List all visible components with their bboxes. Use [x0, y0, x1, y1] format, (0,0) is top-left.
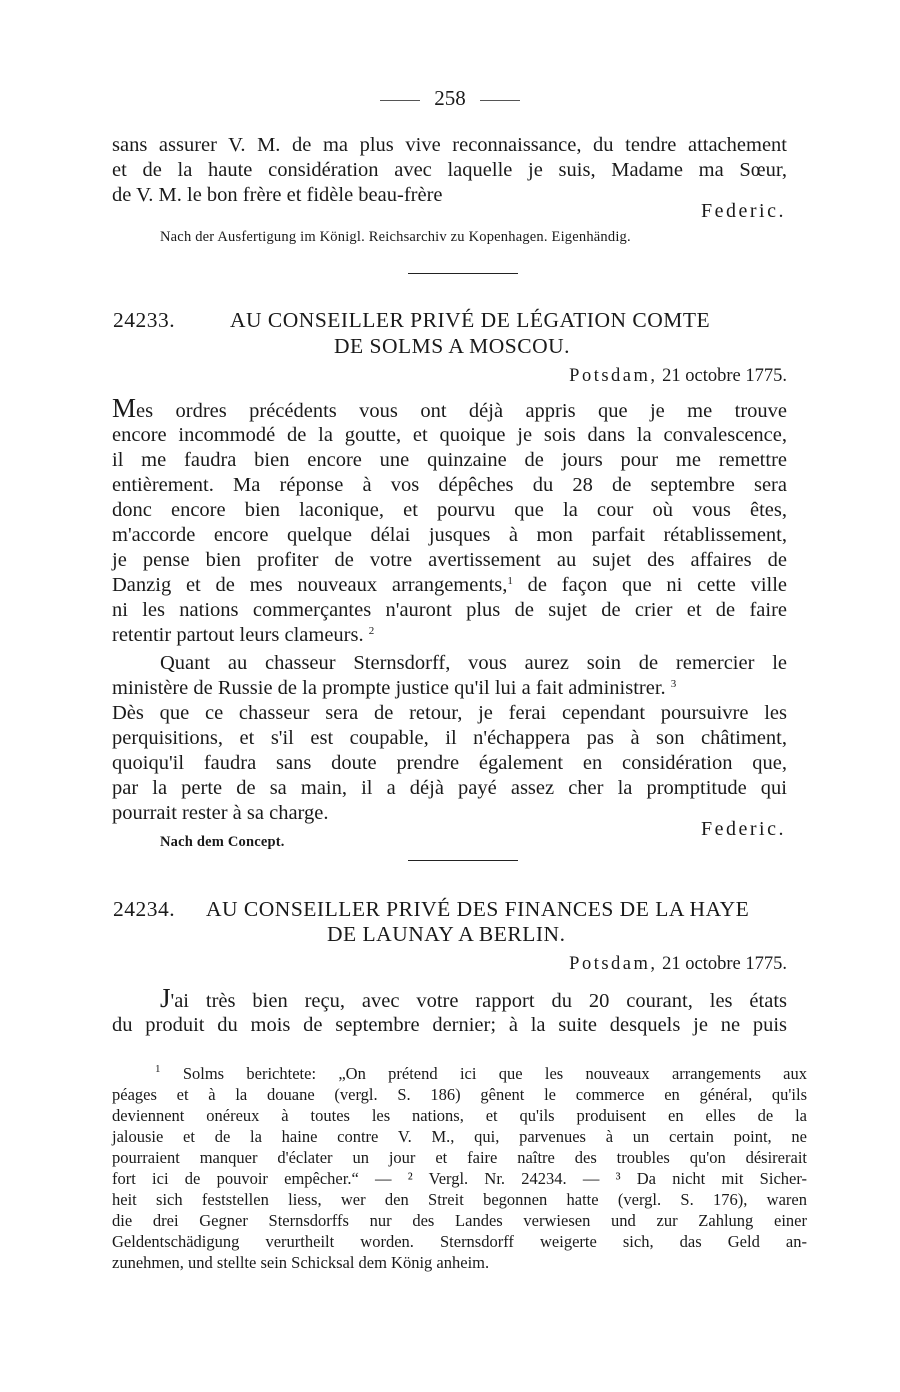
text-line: m'accorde encore quelque délai jusques à mon parfait rétablissement,	[112, 524, 787, 546]
text-fragment: retentir partout leurs clameurs.	[112, 624, 364, 646]
text-line: ni les nations commerçantes n'auront plus de sujet de crier et de faire	[112, 599, 787, 621]
text-line: donc encore bien laconique, et pourvu que la cour où vous êtes,	[112, 499, 787, 521]
text-line: Dès que ce chasseur sera de retour, je ferai cependant poursuivre les	[112, 702, 787, 724]
text-line	[112, 393, 787, 424]
footnote-marker: 1	[155, 1063, 161, 1075]
initial-letter: M	[112, 393, 137, 423]
footnote-line: zunehmen, und stellte sein Schicksal dem König anheim.	[112, 1253, 490, 1272]
text-line: je pense bien profiter de votre avertissement au sujet des affaires de	[112, 549, 787, 571]
dateline-place: Potsdam,	[569, 954, 658, 974]
source-note: Nach der Ausfertigung im Königl. Reichsarchiv zu Kopenhagen. Eigenhändig.	[160, 229, 631, 245]
footnote-line: deviennent onéreux à toutes les nations, et qu'ils produisent en elles de la	[112, 1106, 807, 1125]
text-line: entièrement. Ma réponse à vos dépêches du 28 de septembre sera	[112, 474, 787, 496]
text-line: il me faudra bien encore une quinzaine de jours pour me remettre	[112, 449, 787, 471]
letter-number: 24234.	[113, 897, 176, 921]
divider	[380, 100, 420, 101]
footnote-line: péages et à la douane (vergl. S. 186) gênent le commerce en général, qu'ils	[112, 1085, 807, 1104]
text-line: encore incommodé de la goutte, et quoique je sois dans la convalescence,	[112, 424, 787, 446]
divider	[480, 100, 520, 101]
text-line: pourrait rester à sa charge.	[112, 802, 329, 824]
dateline	[569, 366, 787, 387]
text-line	[112, 676, 800, 701]
text-line	[112, 623, 374, 648]
text-fragment: Danzig et de mes nouveaux arrangements,	[112, 574, 508, 596]
text-line: sans assurer V. M. de ma plus vive reconnaissance, du tendre attachement	[112, 134, 787, 156]
footnote-line: jalousie et de la haine contre V. M., qui, parvenues à un certain point, ne	[112, 1127, 807, 1146]
letter-number: 24233.	[113, 308, 176, 332]
footnote-line: heit sich feststellen liess, wer den Streit begonnen hatte (vergl. S. 176), waren	[112, 1190, 807, 1209]
source-note: Nach dem Concept.	[160, 834, 285, 850]
footnote-ref[interactable]: 2	[368, 625, 375, 637]
footnote-line: fort ici de pouvoir empêcher.“ — ² Vergl. Nr. 24234. — ³ Da nicht mit Sicher-	[112, 1169, 807, 1188]
footnote-ref[interactable]: 3	[670, 678, 677, 690]
text-line: perquisitions, et s'il est coupable, il n'échappera pas à son châtiment,	[112, 727, 787, 749]
dateline-place: Potsdam,	[569, 366, 658, 386]
text-fragment: ministère de Russie de la prompte justice qu'il lui a fait administrer.	[112, 677, 666, 699]
text-line: Quant au chasseur Sternsdorff, vous aurez soin de remercier le	[160, 652, 787, 674]
page-number-row	[0, 86, 900, 111]
signature: Federic.	[701, 818, 786, 840]
initial-letter: J	[160, 983, 171, 1013]
section-rule	[408, 860, 518, 861]
letter-heading-line: AU CONSEILLER PRIVÉ DE LÉGATION COMTE	[230, 308, 711, 332]
text-line: et de la haute considération avec laquelle je suis, Madame ma Sœur,	[112, 159, 787, 181]
text-line: du produit du mois de septembre dernier; à la suite desquels je ne puis	[112, 1014, 787, 1036]
footnote-line: pourraient manquer d'éclater un jour et faire naître des troubles qu'on désirerait	[112, 1148, 807, 1167]
letter-heading-line: DE LAUNAY A BERLIN.	[327, 922, 566, 946]
text-line: par la perte de sa main, il a déjà payé assez cher la promptitude qui	[112, 777, 787, 799]
text-line	[112, 573, 787, 598]
text-fragment: es ordres précédents vous ont déjà appris que je me trouve	[136, 400, 787, 422]
text-line: de V. M. le bon frère et fidèle beau-frère	[112, 184, 443, 206]
text-fragment: de façon que ni cette ville	[512, 574, 787, 596]
text-line	[160, 983, 787, 1014]
letter-heading-line: DE SOLMS A MOSCOU.	[334, 334, 570, 358]
section-rule	[408, 273, 518, 274]
letter-heading-line: AU CONSEILLER PRIVÉ DES FINANCES DE LA HAYE	[206, 897, 750, 921]
footnote-ref[interactable]: 1	[507, 575, 513, 587]
text-fragment: 'ai très bien reçu, avec votre rapport du 20 courant, les états	[170, 990, 787, 1012]
dateline	[569, 954, 787, 975]
dateline-date: 21 octobre 1775.	[662, 366, 787, 386]
signature: Federic.	[701, 200, 786, 222]
dateline-date: 21 octobre 1775.	[662, 954, 787, 974]
footnote-line: die drei Gegner Sternsdorffs nur des Landes verwiesen und zur Zahlung einer	[112, 1211, 807, 1230]
text-line: quoiqu'il faudra sans doute prendre également en considération que,	[112, 752, 787, 774]
text-fragment	[112, 574, 787, 596]
page-number: 258	[434, 86, 466, 110]
text-fragment: Solms berichtete: „On prétend ici que les nouveaux arrangements aux	[182, 1064, 807, 1083]
footnote-line	[155, 1064, 807, 1085]
footnote-line: Geldentschädigung verurtheilt worden. Sternsdorff weigerte sich, das Geld an-	[112, 1232, 807, 1251]
